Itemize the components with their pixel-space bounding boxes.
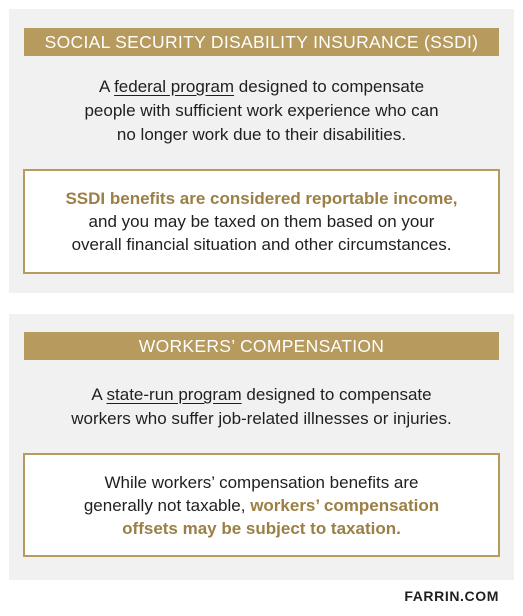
ssdi-description <box>24 75 499 147</box>
workers-comp-panel <box>9 314 514 580</box>
farrin-brand-footer: FARRIN.COM <box>404 588 499 604</box>
ssdi-description-prefix: A <box>98 77 115 96</box>
ssdi-federal-program-term: federal program <box>114 77 235 96</box>
workers-comp-callout-line-1: While workers’ compensation benefits are <box>104 473 419 492</box>
workers-comp-description <box>24 383 499 431</box>
workers-comp-description-prefix: A <box>91 385 107 404</box>
ssdi-callout-line-2: and you may be taxed on them based on your <box>88 212 435 231</box>
ssdi-callout-highlight: SSDI benefits are considered reportable income, <box>65 189 458 208</box>
ssdi-heading: SOCIAL SECURITY DISABILITY INSURANCE (SSDI) <box>24 28 499 56</box>
workers-comp-callout-line-2 <box>25 494 498 517</box>
workers-comp-heading: WORKERS’ COMPENSATION <box>24 332 499 360</box>
workers-comp-description-line-2: workers who suffer job-related illnesses or injuries. <box>71 409 452 428</box>
workers-comp-state-run-term: state-run program <box>106 385 242 404</box>
ssdi-panel <box>9 9 514 293</box>
ssdi-tax-callout <box>23 169 500 274</box>
ssdi-callout-line-3: overall financial situation and other circumstances. <box>71 235 452 254</box>
workers-comp-description-line-1 <box>24 383 499 407</box>
workers-comp-callout-line-2-highlight: workers’ compensation <box>250 496 440 515</box>
ssdi-description-line-2: people with sufficient work experience who can <box>84 101 439 120</box>
ssdi-description-line-1 <box>24 75 499 99</box>
workers-comp-callout-line-2-plain: generally not taxable, <box>83 496 251 515</box>
workers-comp-tax-callout <box>23 453 500 557</box>
ssdi-description-line-3: no longer work due to their disabilities. <box>116 125 407 144</box>
workers-comp-description-line-1-rest: designed to compensate <box>241 385 432 404</box>
workers-comp-callout-line-3-highlight: offsets may be subject to taxation. <box>122 519 401 538</box>
ssdi-description-line-1-rest: designed to compensate <box>234 77 425 96</box>
